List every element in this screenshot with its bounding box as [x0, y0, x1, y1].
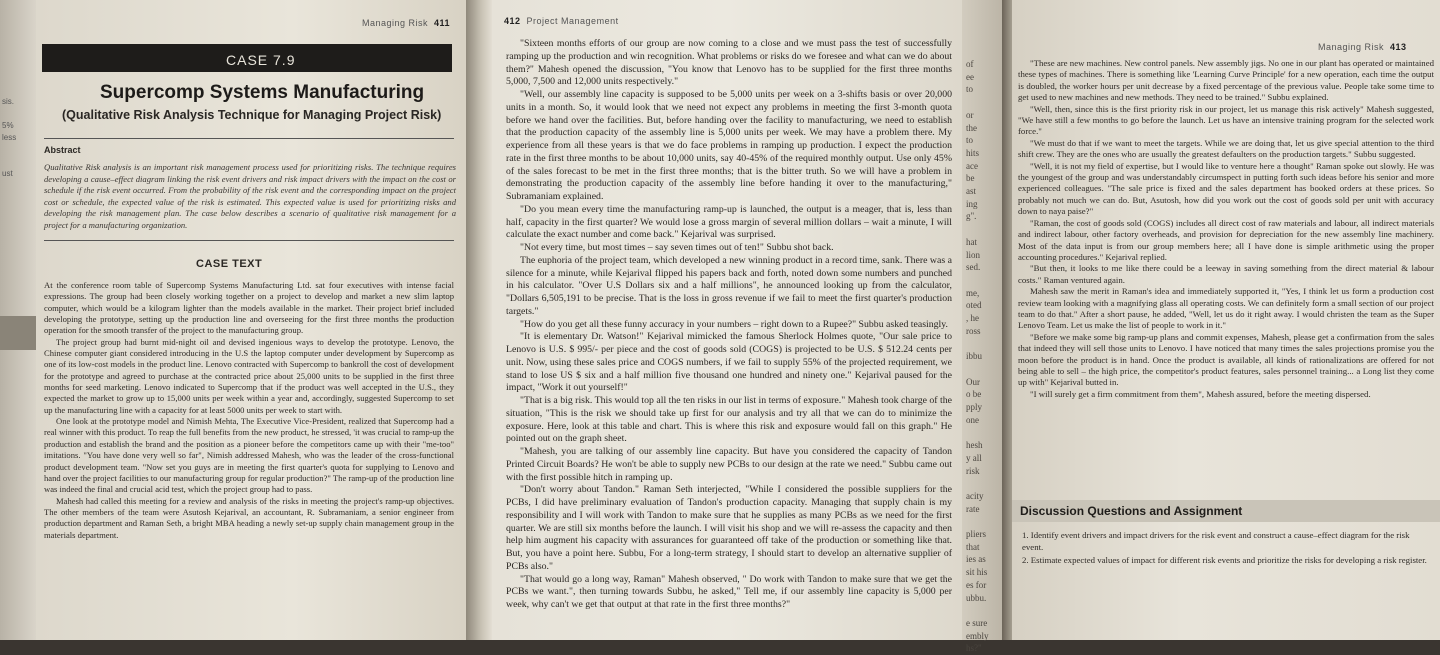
paragraph: "Sixteen months efforts of our group are now coming to a close and we must pass the test of successfully ramping up the production and win recognition. What problems or risks do we foresee and what can we do about them?" Mahesh opened the discussion, "You know that Lenovo has to be supplied for the first three months 5,000, 7,500 and 12,000 units respectively." — [506, 38, 952, 88]
page-413 — [1012, 0, 1440, 640]
page-number: 412 — [504, 16, 521, 26]
list-item: 2. Estimate expected values of impact for different risk events and prioritize the risks for developing a risk register. — [1022, 555, 1427, 566]
case-text-heading: CASE TEXT — [196, 258, 263, 270]
discussion-list — [1022, 530, 1432, 569]
paragraph: "But then, it looks to me like there could be a leeway in saving something from the direct material & labour costs." Raman ventured again. — [1018, 263, 1434, 285]
page-number: 413 — [1390, 42, 1407, 52]
list-item: 1. Identify event drivers and impact drivers for the risk event and construct a cause–effect diagram for the risk event. — [1022, 530, 1410, 552]
divider — [44, 138, 454, 139]
paragraph: "Don't worry about Tandon." Raman Seth interjected, "While I considered the possible suppliers for the PCBs, I did have preliminary evaluation of Tandon's production capacity. Managing that supply chain is my responsibility and I will work with Tandon to make sure that he supplies as many PCBs as we need for the first quarter. We are still six months before the launch. I will visit his shop and we will re-assess the capacity and then help him augment his capacity with assurances for guaranteed off take of the production or something like that. But, you have a point here. Subbu, For a long-term strategy, I should start to develop an alternative supplier of PCBs also." — [506, 484, 952, 572]
paragraph: "Raman, the cost of goods sold (COGS) includes all direct cost of raw materials and labour, all indirect materials and indirect labour, other factory overheads, and provision for depreciation for the new assembly line machinery. Most of the data input is from our group members here; all I have done is simple arithmetic using the proper accounting procedures." Kejarival replied. — [1018, 217, 1434, 262]
paragraph: "These are new machines. New control panels. New assembly jigs. No one in our plant has operated or maintained these types of machines. There is something like 'Learning Curve Principle' for a new operation, each time the output is doubled, the worker hours per unit decrease by a fixed percentage of the previous value. People take some time to get used to new machines and new methods. They need to be trained." Subbu explained. — [1018, 58, 1434, 103]
divider — [44, 240, 454, 241]
running-head-text: Project Management — [526, 16, 619, 26]
paragraph: "Well, it is not my field of expertise, but I would like to venture here a thought" Raman spoke out slowly. He was the youngest of the group and was understandably circumspect in putting forth such ideas before his senior and more experienced colleagues. "The sale price is fixed and the sales department has booked orders at these prices. So probably not much we can do. But, Asutosh, how did you work out the cost of goods sold per unit with accuracy down to naya paise?" — [1018, 160, 1434, 217]
paragraph: "That would go a long way, Raman" Mahesh observed, " Do work with Tandon to make sure that we get the PCBs we want.", then turning towards Subbu, he asked," Tell me, if our assembly line capacity is 5,000 per week, why can't we get that output at that rate in the first three months?" — [506, 573, 952, 610]
paragraph: "I will surely get a firm commitment from them", Mahesh assured, before the meeting dispersed. — [1030, 388, 1371, 399]
case-subtitle: (Qualitative Risk Analysis Technique for Managing Project Risk) — [62, 108, 442, 122]
page-412 — [492, 0, 962, 640]
paragraph: "Well, our assembly line capacity is supposed to be 5,000 units per week on a 3-shifts basis or over 20,000 units in a month. So, it would look that we need not expect any problems in meeting the first 3-month quota before we hand over the facilities. But, before handing over the facility to manufacturing, we need to establish that the production capacity of the assembly line is 5,000 units per week. We may have a problem there. My experience from all these years is that we do face problems in ramping up production. I expect the production rate in the first three months to be about 10,000 units, say 40-45% of the required monthly output. Use only 45% of the sales forecast to be met in the first three months; that is the bitter truth. So we will have a problem in demonstrating the production capacity of the assembly line before handing it over to the manufacturing," Subramaniam explained. — [506, 89, 952, 202]
paragraph: The euphoria of the project team, which developed a new winning product in a record time, sank. There was a silence for a minute, while Kejarival flipped his papers back and forth, noted down some numbers and punched in his calculator. "Over U.S Dollars six and a half millions", he announced looking up from the calculator, "Dollars 6,505,191 to be precise. That is the loss in gross revenue if we fail to meet the first quarter's production targets." — [506, 254, 952, 317]
running-head — [504, 16, 619, 26]
running-head — [362, 18, 450, 28]
paragraph: "It is elementary Dr. Watson!" Kejarival mimicked the famous Sherlock Holmes quote, "Our sale price to Lenovo is U.S. $ 995/- per piece and the cost of goods sold (COGS) is projected to be U.S. $ 512.24 cents per unit. Now, using these sales price and COGS numbers, if we fail to supply 55% of the projected requirement, we stand to lose US $ six and a half million five thousand one hundred and ninety one." Kejarival paused for the impact, "Work it out yourself!" — [506, 331, 952, 394]
paragraph: Mahesh saw the merit in Raman's idea and immediately supported it, "Yes, I think let us form a production cost review team looking with a magnifying glass all operating costs. We can definitely form a small section of our project team to do that." After a short pause, he added, "Well, let us do it right away. I would christen the team as the Super Lenovo Team. Let us make the list of people to work in it." — [1018, 286, 1434, 331]
book-gutter — [466, 0, 492, 640]
case-text-body — [44, 280, 454, 541]
left-edge-tab — [0, 316, 36, 350]
paragraph: "Mahesh, you are talking of our assembly line capacity. But have you considered the capacity of Tandon Printed Circuit Boards? He won't be able to supply new PCBs to our design at the rate we need." Subbu came out with the first possible hitch in ramping up. — [506, 446, 952, 483]
turned-page-edge — [962, 0, 1002, 654]
page-number: 411 — [434, 18, 451, 28]
page-413-body — [1018, 58, 1434, 400]
abstract-text: Qualitative Risk analysis is an important risk management process used for prioritizing risks. The technique requires developing a cause–effect diagram linking the risk event drivers and risk impact drivers with the impact on the cost or schedule if the risk event occurred. From the probability of the risk event and the corresponding impact on the project cost or schedule, the expected value of the risk is estimated. This expected value is used for prioritizing risks and developing the risk management plan. The case below describes a scenario of qualitative risk management for a project for a manufacturing organization. — [44, 162, 456, 230]
left-edge-fragments: sis. 5% less ust — [2, 97, 17, 178]
case-label: CASE 7.9 — [226, 52, 296, 68]
paragraph: "We must do that if we want to meet the targets. While we are doing that, let us give special attention to the third shift crew. They are the ones who are usually the greatest defaulters on the production targets." Subbu suggested. — [1018, 137, 1434, 160]
paragraph: "Do you mean every time the manufacturing ramp-up is launched, the output is a meager, that is, less than half, capacity in the first quarter? We would lose a gross margin of several million dollars – wait a minute, I will calculate the exact number and come back." Kejarival was surprised. — [506, 203, 952, 241]
paragraph: At the conference room table of Supercomp Systems Manufacturing Ltd. sat four executives with intense facial expressions. The group had been closely working together on a project to develop and market a new slim laptop computer, which would be a kilogram lighter than the models available in the market. Their project brief included developing the prototype, setting up the production line and overseeing for the first three months the production operation for the smooth transfer of the project to the manufacturing group. — [44, 280, 454, 336]
paragraph: Mahesh had called this meeting for a review and analysis of the risks in meeting the project's ramp-up objectives. The other members of the team were Asutosh Kejarival, an accountant, R. Subramaniam, a senior engineer from production department and Raman Seth, a bright MBA heading a newly set-up supply chain management group in the materials department. — [44, 495, 454, 540]
paragraph: "Not every time, but most times – say seven times out of ten!" Subbu shot back. — [520, 242, 834, 253]
paragraph: The project group had burnt mid-night oil and devised ingenious ways to develop the prototype. Lenovo, the Chinese computer giant considered introducing in the U.S the laptop computer under development by Supercomp as one of its low-cost models in the product line. Lenovo contracted with Supercomp to bankroll the cost of development for the prototype and agreed to purchase at the contracted price about 25,000 units to be supplied in the first three months for seed marketing. Lenovo indicated to Supercomp that if the product was well accepted in the U.S., they expected the market to grow up to 15,000 units per week within a year and, accordingly, suggested Supercomp to set up the manufacturing line with a capacity for at least 5000 units per week to start with. — [44, 336, 454, 415]
paragraph: One look at the prototype model and Nimish Mehta, The Executive Vice-President, realized that Supercomp had a real winner with this product. To reap the full benefits from the new product, he stressed, 'it was crucial to ramp-up the production and establish the brand and the position as a pioneer before the competitors came up with their "me-too" imitations. "You have done very well so far", Nimish addressed Mahesh, who was the leader of the cross-functional product development team. "Now set you guys are in meeting the first quarter's quota for supplying to Lenovo and hand over the project facilities to our manufacturing group for regular production?" The ramp-up of the production line was indeed the final and crucial acid test, which the project group had to pass. — [44, 416, 454, 495]
running-head — [1318, 42, 1407, 52]
page-411 — [36, 0, 466, 640]
abstract-heading: Abstract — [44, 145, 81, 155]
page-412-body — [506, 38, 952, 612]
edge-text-fragments: of ee to or the to hits ace be ast ing g". hat lion sed. me, oted , he ross ibbu Our o be pply one hesh y all risk acity rate pliers that ies as sit his es for ubbu. e sure embly hs?" — [966, 59, 989, 654]
paragraph: "Well, then, since this is the first priority risk in our project, let us manage this risk actively" Mahesh suggested, "We have still a few months to go before the launch. Let us have an intensive training program for the selected work force." — [1018, 103, 1434, 137]
paragraph: "Before we make some big ramp-up plans and commit expenses, Mahesh, please get a confirmation from the sales that indeed they will sell those units to Lenovo. I have noticed that many times the sales projections promise you the moon before the product is in hand. Once the product is available, all kinds of rationalizations are offered for not being able to sell – the high price, the competitor's product features, sales personnel training... a Long list they come up with" Kejarival butted in. — [1018, 331, 1434, 388]
paragraph: "That is a big risk. This would top all the ten risks in our list in terms of exposure." Mahesh took charge of the situation, "This is the risk we should take up first for our analysis and try all that we can do to minimize the exposure. Here, look at this table and chart. This is where this risk and exposure would fall on this graph." He pointed out on the graph sheet. — [506, 395, 952, 445]
book-gutter — [1002, 0, 1012, 640]
previous-page-edge — [0, 0, 36, 640]
running-head-text: Managing Risk — [1318, 42, 1385, 52]
discussion-heading: Discussion Questions and Assignment — [1020, 504, 1243, 518]
case-title: Supercomp Systems Manufacturing — [100, 82, 425, 103]
paragraph: "How do you get all these funny accuracy in your numbers – right down to a Rupee?" Subbu asked teasingly. — [520, 318, 948, 330]
running-head-text: Managing Risk — [362, 18, 429, 28]
